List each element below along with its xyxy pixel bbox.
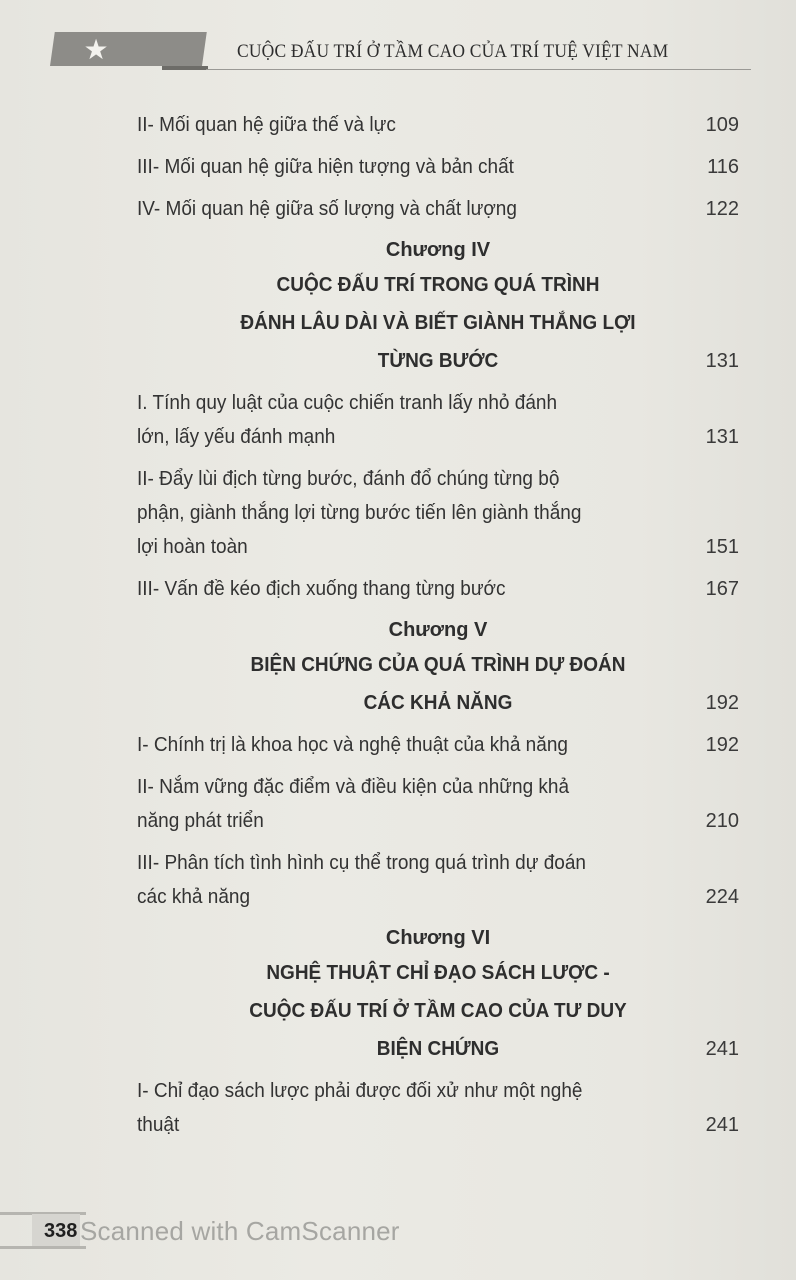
toc-entry	[137, 150, 739, 184]
toc-page-number: 192	[705, 692, 739, 714]
chapter-title-line: BIỆN CHỨNG	[376, 1038, 500, 1060]
toc-entry-text: III- Vấn đề kéo địch xuống thang từng bước	[137, 578, 506, 600]
chapter-heading-v	[137, 614, 739, 722]
header-banner-tab	[162, 66, 208, 70]
header-banner	[50, 32, 207, 66]
toc-entry	[137, 386, 739, 454]
toc-entry-text: I- Chỉ đạo sách lược phải được đối xử như một nghệ	[137, 1080, 583, 1102]
toc-entry	[137, 770, 739, 838]
table-of-contents	[137, 108, 739, 1150]
toc-page-number: 241	[705, 1038, 739, 1060]
chapter-title-line: TỪNG BƯỚC	[377, 350, 499, 372]
toc-entry	[137, 192, 739, 226]
toc-entry	[137, 846, 739, 914]
toc-entry	[137, 462, 739, 564]
toc-page-number: 131	[705, 426, 739, 448]
toc-entry-text: II- Đẩy lùi địch từng bước, đánh đổ chúng từng bộ	[137, 468, 560, 490]
toc-page-number: 241	[705, 1114, 739, 1136]
toc-entry	[137, 728, 739, 762]
toc-page-number: 131	[705, 350, 739, 372]
chapter-heading-iv	[137, 234, 739, 380]
page-number: 338	[44, 1220, 78, 1242]
star-icon: ★	[83, 33, 109, 66]
chapter-title-line: CUỘC ĐẤU TRÍ TRONG QUÁ TRÌNH	[276, 274, 600, 296]
toc-page-number: 210	[705, 810, 739, 832]
toc-page-number: 192	[705, 734, 739, 756]
chapter-title-line: BIỆN CHỨNG CỦA QUÁ TRÌNH DỰ ĐOÁN	[250, 654, 626, 676]
scanner-watermark: Scanned with CamScanner	[80, 1216, 400, 1246]
toc-entry	[137, 572, 739, 606]
toc-entry-text: thuật	[137, 1114, 180, 1136]
toc-entry-text: năng phát triển	[137, 810, 264, 832]
toc-entry-text: II- Mối quan hệ giữa thế và lực	[137, 114, 396, 136]
chapter-title-line: CÁC KHẢ NĂNG	[363, 692, 513, 714]
toc-entry-text: III- Mối quan hệ giữa hiện tượng và bản chất	[137, 156, 514, 178]
header-title: CUỘC ĐẤU TRÍ Ở TẦM CAO CỦA TRÍ TUỆ VIỆT NAM	[237, 41, 669, 62]
toc-entry-text: lợi hoàn toàn	[137, 536, 248, 558]
toc-entry	[137, 1074, 739, 1142]
header-rule	[206, 69, 751, 70]
chapter-label: Chương IV	[385, 239, 491, 261]
chapter-label: Chương VI	[385, 927, 491, 949]
toc-entry-text: I. Tính quy luật của cuộc chiến tranh lấy nhỏ đánh	[137, 392, 558, 414]
running-header	[0, 28, 796, 73]
toc-entry-text: I- Chính trị là khoa học và nghệ thuật của khả năng	[137, 734, 568, 756]
chapter-title-line: NGHỆ THUẬT CHỈ ĐẠO SÁCH LƯỢC -	[266, 962, 610, 984]
toc-entry-text: lớn, lấy yếu đánh mạnh	[137, 426, 336, 448]
chapter-heading-vi	[137, 922, 739, 1068]
toc-entry-text: IV- Mối quan hệ giữa số lượng và chất lượng	[137, 198, 517, 220]
toc-page-number: 116	[707, 156, 739, 178]
toc-entry-text: phận, giành thắng lợi từng bước tiến lên giành thắng	[137, 502, 582, 524]
footer-rule	[0, 1246, 86, 1249]
toc-entry-text: II- Nắm vững đặc điểm và điều kiện của những khả	[137, 776, 570, 798]
toc-entry	[137, 108, 739, 142]
toc-entry-text: các khả năng	[137, 886, 251, 908]
toc-page-number: 224	[705, 886, 739, 908]
toc-page-number: 109	[705, 114, 739, 136]
chapter-title-line: CUỘC ĐẤU TRÍ Ở TẦM CAO CỦA TƯ DUY	[249, 1000, 627, 1022]
toc-page-number: 122	[705, 198, 739, 220]
toc-page-number: 151	[705, 536, 739, 558]
chapter-label: Chương V	[388, 619, 488, 641]
chapter-title-line: ĐÁNH LÂU DÀI VÀ BIẾT GIÀNH THẮNG LỢI	[240, 312, 636, 334]
toc-entry-text: III- Phân tích tình hình cụ thể trong quá trình dự đoán	[137, 852, 586, 874]
toc-page-number: 167	[705, 578, 739, 600]
